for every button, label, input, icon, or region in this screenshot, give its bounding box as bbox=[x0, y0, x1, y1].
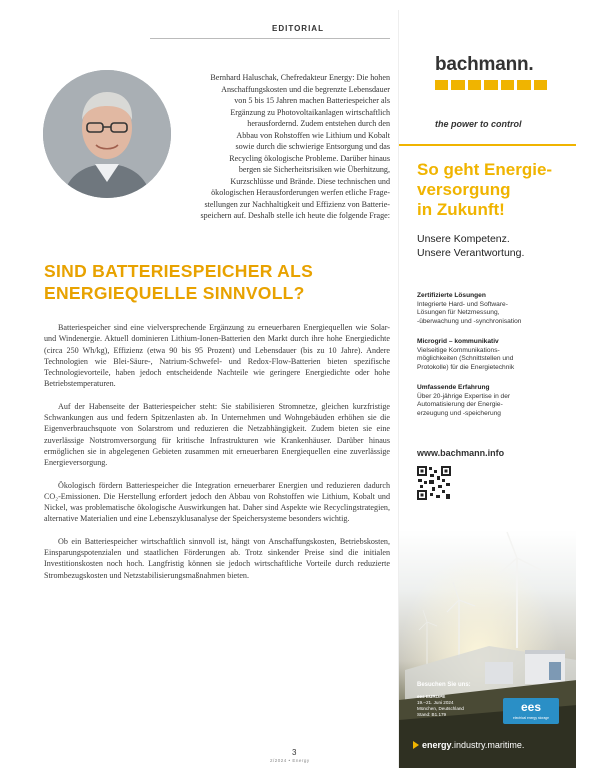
ees-logo bbox=[503, 698, 559, 724]
section-label: EDITORIAL bbox=[272, 24, 324, 33]
headline-line-1: SIND BATTERIESPEICHER ALS bbox=[44, 261, 314, 281]
arrow-icon bbox=[413, 741, 419, 749]
ad-feature-line: Integrierte Hard- und Software- bbox=[417, 300, 508, 308]
ad-feature-title: Umfassende Erfahrung bbox=[417, 384, 490, 391]
intro-line: herausfordernd. Zudem entstehen durch den bbox=[247, 119, 390, 128]
ad-divider bbox=[399, 144, 576, 146]
fair-info-line: ees EUROPE bbox=[417, 694, 446, 699]
advertisement[interactable] bbox=[398, 10, 576, 768]
intro-line: Recycling ökologische Probleme. Darüber hinaus bbox=[229, 153, 390, 163]
fair-info bbox=[417, 694, 464, 718]
intro-text bbox=[60, 72, 390, 222]
ad-feature-line: Lösungen für Netzmessung, bbox=[417, 309, 500, 317]
qr-code-icon[interactable] bbox=[417, 466, 451, 500]
ad-headline bbox=[417, 160, 552, 220]
paragraph: Ökologisch fördern Batteriespeicher die Integration erneuerbarer Energien und reduzieren dadurch CO₂-Emissionen. Die Herstellung erfordert jedoch den Abbau von Rohstoffen wie Lithium, Kobalt und Nickel, was problematische ökologische Auswirkungen hat. Daher sind Aspekte wie Recyclingstrategien, alternative Materialien und eine Lebenszyklusanalyse der Speichersysteme besonders wichtig. bbox=[44, 480, 390, 524]
intro-line: stellungen zur Nachhaltigkeit und Effizienz von Batterie- bbox=[204, 199, 390, 209]
ad-feature-block bbox=[417, 384, 567, 418]
intro-line: speichern auf. Deshalb stelle ich heute die folgende Frage: bbox=[200, 211, 390, 220]
wind-farm-image bbox=[399, 530, 576, 768]
ad-subline bbox=[417, 232, 524, 260]
article-body bbox=[44, 322, 390, 592]
ad-headline-line: in Zukunft! bbox=[417, 200, 505, 219]
paragraph: Auf der Habenseite der Batteriespeicher steht: Sie stabilisieren Stromnetze, gleichen kurzfristige Schwankungen aus und federn Spitzenlasten ab. In Unternehmen und Wohngebäuden erhöhen sie die Eigenverbrauchsquote von Solarstrom und reduzieren die Netzabhängigkeit. Zudem bieten sie eine zuverlässige Notstromversorgung für kritische Infrastrukturen wie Krankenhäuser. Darüber hinaus ermöglichen sie in abgelegenen Gebieten zusammen mit erneuerbaren Energiequellen eine zuverlässige Energieversorgung. bbox=[44, 401, 390, 468]
fair-info-line: 19.–21. Juni 2024 bbox=[417, 700, 454, 705]
intro-line: Ergänzung zu Photovoltaikanlagen wirtschaftlich bbox=[230, 107, 390, 117]
fair-info-line: Stand: B1.179 bbox=[417, 712, 447, 717]
ad-feature-line: erzeugung und -speicherung bbox=[417, 409, 501, 417]
headline-line-2: ENERGIEQUELLE SINNVOLL? bbox=[44, 283, 305, 303]
fair-info-line: München, Deutschland bbox=[417, 706, 464, 711]
slogan-bold: energy bbox=[422, 740, 452, 750]
intro-line: bergen sie Sicherheitsrisiken wie Überhitzung, bbox=[238, 165, 390, 174]
header-divider bbox=[150, 38, 390, 39]
ad-website-link[interactable]: www.bachmann.info bbox=[417, 448, 505, 458]
intro-line: Bernhard Haluschak, Chefredakteur Energy: Die hohen bbox=[210, 73, 390, 82]
page-number: 3 bbox=[292, 748, 297, 757]
intro-line: von 5 bis 15 Jahren machen Batteriespeicher als bbox=[234, 96, 390, 105]
ad-feature-line: Protokolle) für die Energietechnik bbox=[417, 363, 515, 371]
ad-feature-title: Microgrid – kommunikativ bbox=[417, 338, 499, 345]
ad-subline-line: Unsere Kompetenz. bbox=[417, 233, 510, 245]
brand-tagline: the power to control bbox=[435, 119, 522, 129]
intro-line: Abbau von Rohstoffen wie Lithium und Kobalt bbox=[236, 130, 390, 140]
paragraph: Ob ein Batteriespeicher wirtschaftlich sinnvoll ist, hängt von Anschaffungskosten, Betriebskosten, Einsparungspotenzialen und staatlichen Förderungen ab. Trotz sinkender Preise sind die initialen Investitionskosten noch hoch. Langfristig können sie jedoch wirtschaftliche Vorteile durch reduzierte Strombezugskosten und Netzstabilisierungsmaßnahmen bieten. bbox=[44, 536, 390, 580]
ees-logo-subtext: electrical energy storage bbox=[513, 716, 549, 720]
brand-logo: bachmann. bbox=[435, 54, 534, 75]
visit-us-label: Besuchen Sie uns: bbox=[417, 682, 471, 688]
ad-feature-line: möglichkeiten (Schnittstellen und bbox=[417, 355, 514, 363]
ad-feature-block bbox=[417, 338, 567, 372]
issue-label: 2/2024 • Energy bbox=[270, 758, 310, 763]
ees-logo-text: ees bbox=[520, 700, 542, 714]
ad-feature-block bbox=[417, 292, 567, 326]
intro-line: ökologischen Herausforderungen werfen etliche Frage- bbox=[211, 188, 390, 197]
ad-headline-line: So geht Energie- bbox=[417, 160, 553, 179]
ad-feature-line: Automatisierung der Energie- bbox=[417, 401, 503, 409]
ad-headline-line: versorgung bbox=[417, 180, 511, 199]
ad-feature-line: -überwachung und -synchronisation bbox=[417, 317, 522, 325]
brand-stripes bbox=[435, 80, 547, 90]
article-headline bbox=[44, 260, 313, 304]
ad-subline-line: Unsere Verantwortung. bbox=[417, 247, 525, 259]
intro-line: Anschaffungskosten und die begrenzte Lebensdauer bbox=[221, 84, 390, 94]
paragraph: Batteriespeicher sind eine vielversprechende Ergänzung zu erneuerbaren Energiequellen wie Solar- und Windenergie. Aktuell dominieren Lithium-Ionen-Batterien den Markt durch ihre hohe Energiedichte (circa 250 Wh/kg), Effizienz (etwa 90 bis 95 Prozent) und Lebensdauer (bis zu 10 Jahre). Andere Technologien wie Blei-Säure-, Natrium-Schwefel- und Redox-Flow-Batterien bieten spezifische Technologievorteile, haben jedoch entscheidende Nachteile wie geringere Energiedichte oder hohe Betriebstemperaturen. bbox=[44, 323, 390, 389]
ad-feature-line: Über 20-jährige Expertise in der bbox=[417, 392, 511, 400]
ad-footer-slogan bbox=[413, 740, 524, 750]
ad-feature-line: Vielseitige Kommunikations- bbox=[417, 346, 500, 354]
slogan-rest: .industry.maritime. bbox=[451, 740, 525, 750]
ad-feature-title: Zertifizierte Lösungen bbox=[417, 292, 486, 299]
intro-line: Kurzschlüsse und Brände. Diese technischen und bbox=[230, 176, 390, 186]
intro-line: sowie durch die schwierige Entsorgung und das bbox=[235, 142, 390, 151]
